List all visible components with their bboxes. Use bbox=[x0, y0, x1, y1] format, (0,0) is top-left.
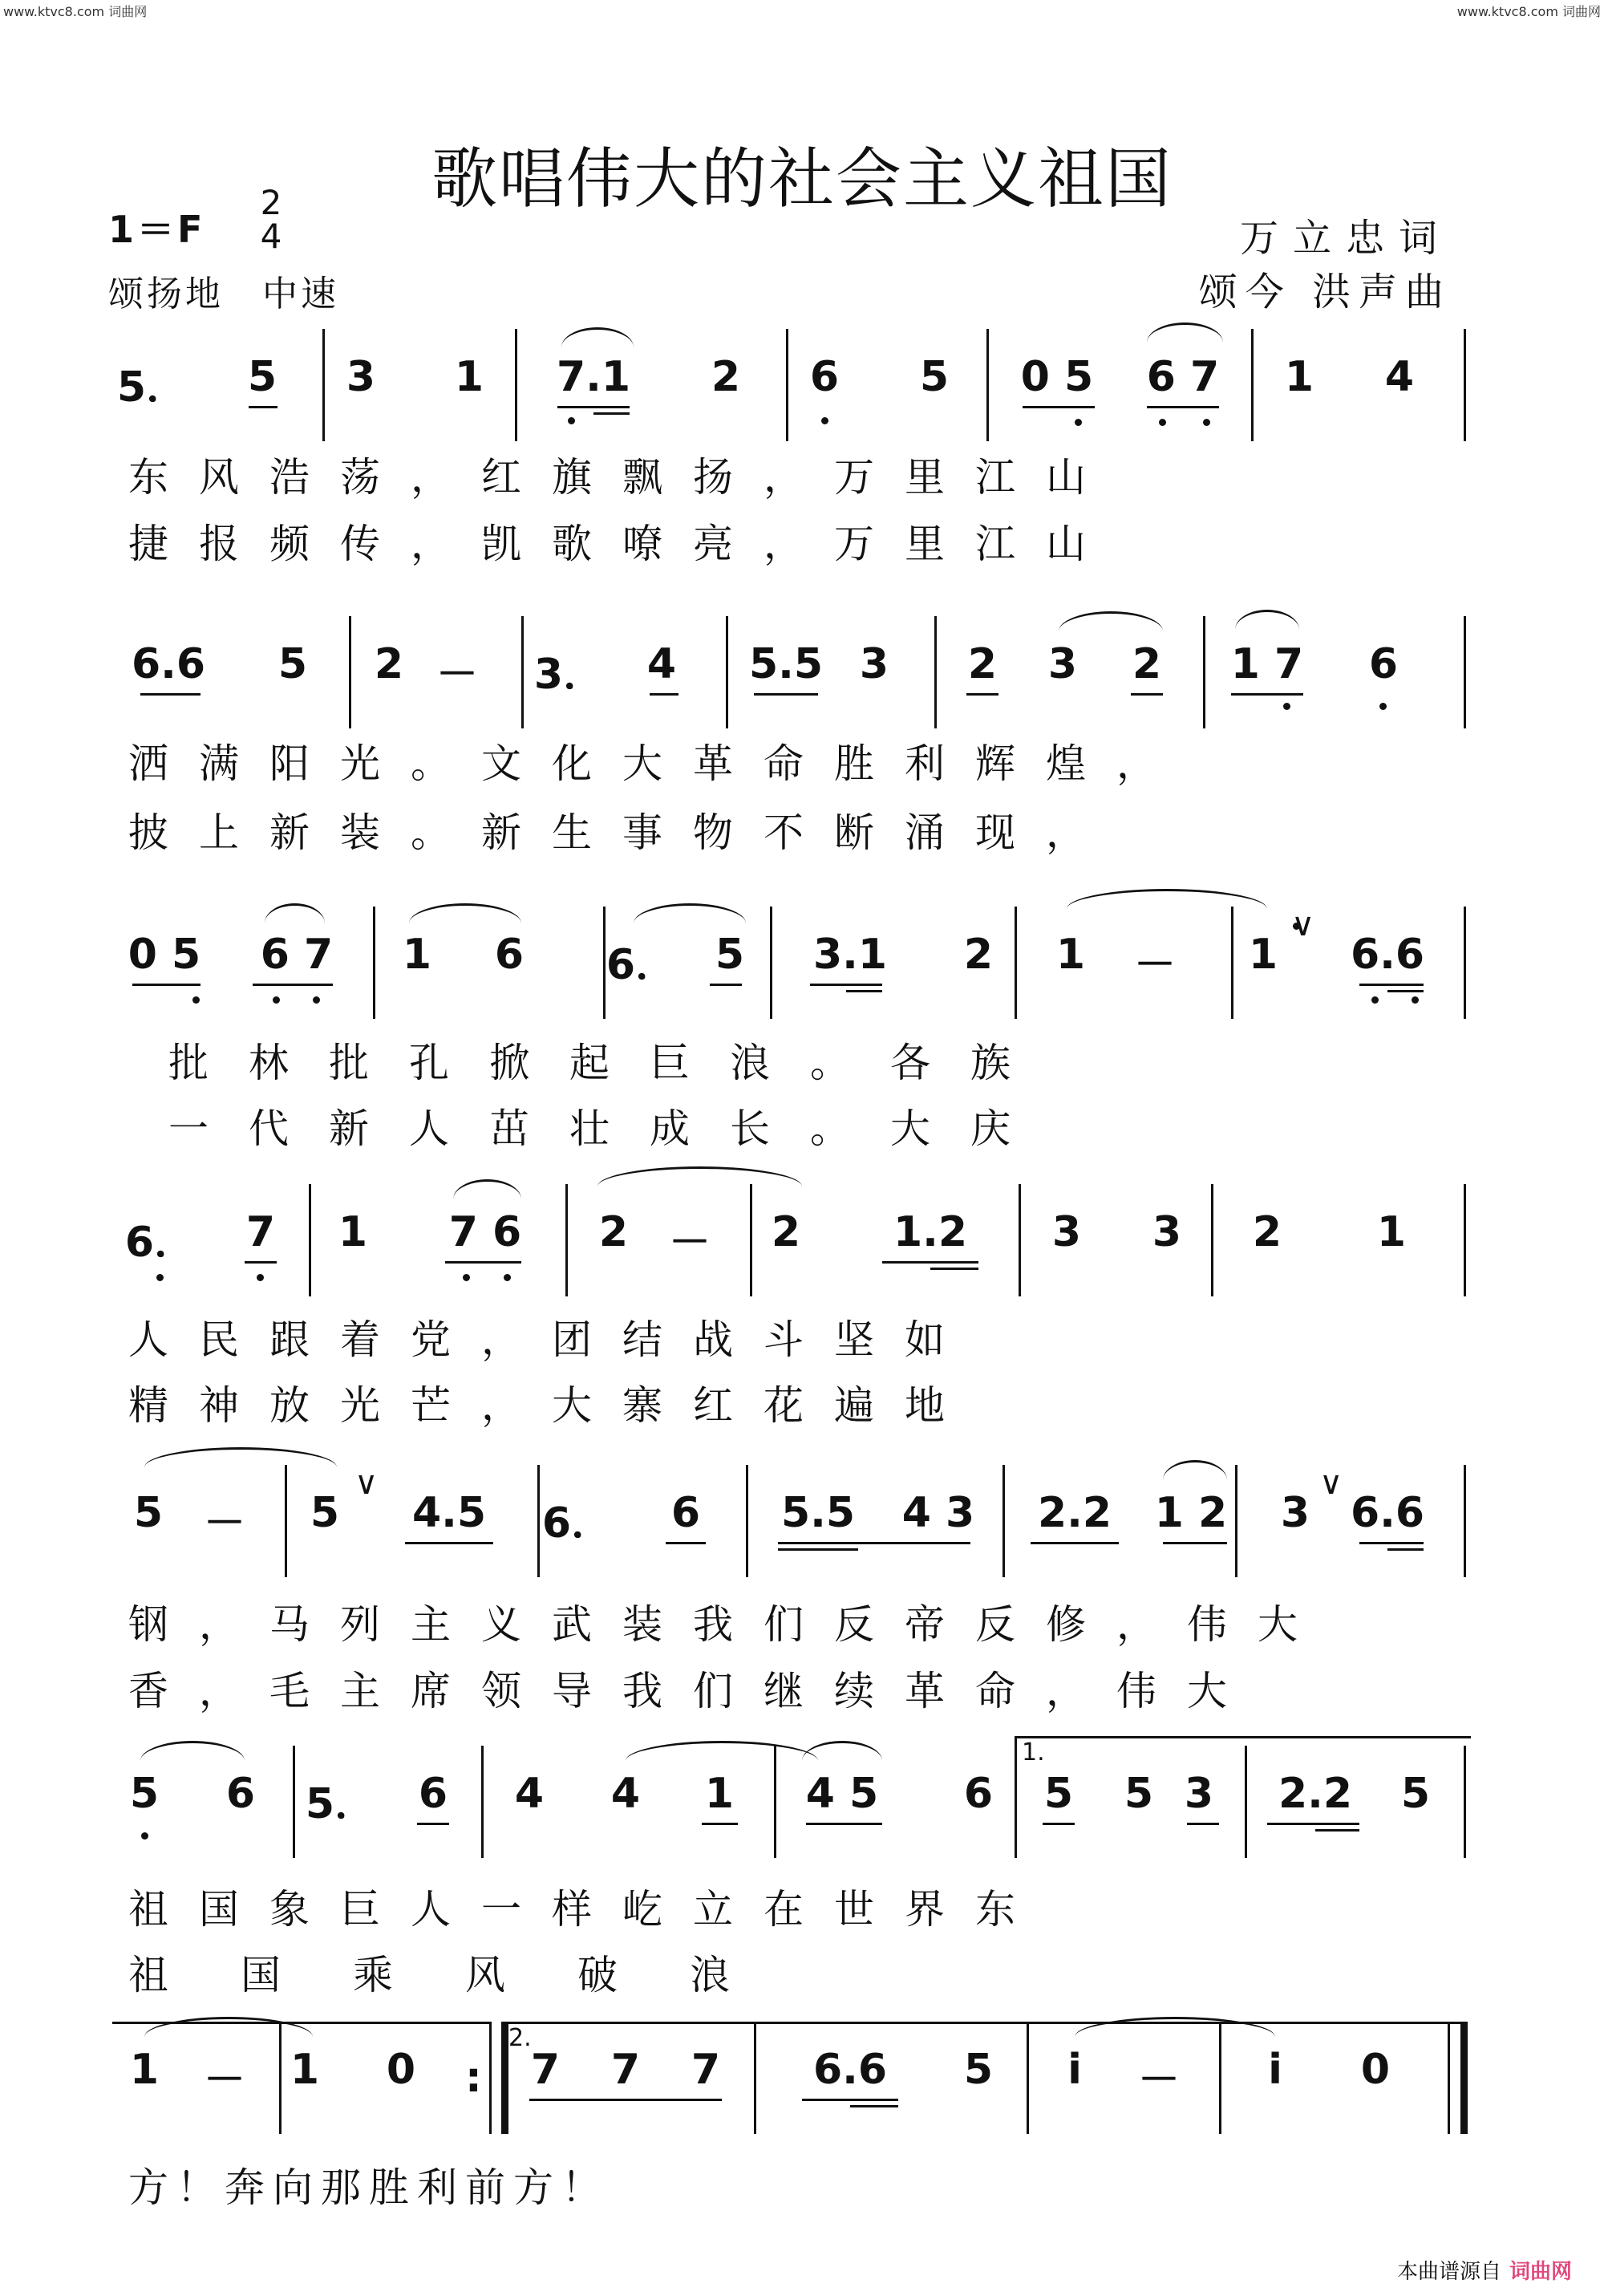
repeat-sign: : bbox=[465, 2054, 482, 2102]
note: 4 bbox=[1384, 353, 1415, 401]
note: 5． bbox=[116, 363, 188, 412]
note: i bbox=[1268, 2046, 1282, 2094]
underline bbox=[702, 1823, 738, 1825]
note: 4 5 bbox=[805, 1770, 879, 1818]
underline bbox=[778, 1542, 970, 1544]
note: 4.5 bbox=[411, 1489, 487, 1537]
low-dot bbox=[1203, 419, 1210, 426]
note: 6 bbox=[809, 353, 840, 401]
slur bbox=[1075, 2017, 1275, 2037]
lyrics-verse-2: 一代新人茁壮成长。大庆 bbox=[168, 1105, 1051, 1152]
note: 7 6 bbox=[448, 1208, 522, 1256]
note: 6 bbox=[670, 1489, 701, 1537]
score-row-6 bbox=[112, 1738, 1468, 1890]
score-row-7 bbox=[112, 2022, 1468, 2166]
underline bbox=[417, 1823, 449, 1825]
low-dot bbox=[1075, 419, 1082, 426]
underline bbox=[1031, 1542, 1119, 1544]
note: 2 bbox=[1252, 1208, 1282, 1256]
slur bbox=[144, 1447, 337, 1467]
lyrics-verse-1: 钢，马列主义武装我们反帝反修，伟大 bbox=[128, 1601, 1328, 1648]
note: 1 bbox=[129, 2046, 160, 2094]
low-dot bbox=[273, 996, 280, 1004]
note: 1 bbox=[402, 931, 432, 979]
note: 4 bbox=[514, 1770, 545, 1818]
underline bbox=[249, 406, 277, 408]
note: 1 bbox=[1055, 931, 1086, 979]
note: 5 bbox=[1400, 1770, 1431, 1818]
underline bbox=[966, 693, 998, 696]
note: 6.6 bbox=[131, 640, 206, 688]
note: 6 bbox=[225, 1770, 256, 1818]
slur bbox=[265, 903, 325, 923]
lyrics-verse-1: 方！奔向那胜利前方！ bbox=[128, 2164, 610, 2211]
note: 6.6 bbox=[1350, 931, 1425, 979]
underline bbox=[445, 1261, 521, 1264]
slur bbox=[1163, 1460, 1227, 1480]
underline bbox=[882, 1261, 978, 1264]
volta-1: 1. bbox=[1015, 1736, 1471, 1763]
underline bbox=[245, 1261, 277, 1264]
lyrics-verse-1: 祖国象巨人一样屹立在世界东 bbox=[128, 1886, 1046, 1933]
note: 6 bbox=[963, 1770, 994, 1818]
note: 4 bbox=[646, 640, 677, 688]
note: 2.2 bbox=[1037, 1489, 1112, 1537]
note: 2 bbox=[711, 353, 741, 401]
low-dot bbox=[313, 996, 320, 1004]
lyrics-verse-2: 香，毛主席领导我们继续革命，伟大 bbox=[128, 1668, 1258, 1714]
slur bbox=[144, 2017, 313, 2037]
watermark-left: www.ktvc8.com 词曲网 bbox=[3, 4, 148, 19]
note: － bbox=[668, 1219, 711, 1267]
underline bbox=[778, 1548, 858, 1551]
note-line bbox=[112, 1208, 1468, 1272]
note: 1 bbox=[704, 1770, 735, 1818]
slur bbox=[1235, 610, 1299, 630]
underline bbox=[253, 984, 333, 986]
note: 5.5 bbox=[780, 1489, 856, 1537]
underline bbox=[754, 693, 818, 696]
underline bbox=[806, 1823, 882, 1825]
underline bbox=[1359, 1542, 1424, 1544]
note: 3 bbox=[1051, 1208, 1082, 1256]
lyrics-verse-1: 东风浩荡，红旗飘扬，万里江山 bbox=[128, 454, 1116, 501]
key-signature: 1＝F bbox=[108, 208, 206, 251]
note: 2 bbox=[1132, 640, 1162, 688]
note: 0 bbox=[1360, 2046, 1391, 2094]
underline bbox=[850, 2105, 898, 2107]
time-signature bbox=[255, 183, 287, 256]
note: 2 bbox=[771, 1208, 801, 1256]
note: 7 bbox=[691, 2046, 721, 2094]
underline bbox=[405, 1542, 493, 1544]
lyrics-verse-2: 精神放光芒，大寨红花遍地 bbox=[128, 1382, 975, 1429]
note: 0 bbox=[386, 2046, 416, 2094]
note: 5 bbox=[1124, 1770, 1154, 1818]
low-dot bbox=[821, 417, 828, 424]
underline bbox=[1359, 984, 1424, 986]
breath-mark: ∨ bbox=[1319, 1465, 1343, 1502]
breath-mark: ∨ bbox=[354, 1465, 379, 1502]
note-line bbox=[112, 353, 1468, 417]
note: 5 bbox=[310, 1489, 340, 1537]
note: － bbox=[1133, 941, 1177, 989]
slur bbox=[634, 903, 746, 923]
note: 1 bbox=[290, 2046, 320, 2094]
note: 6． bbox=[606, 941, 678, 989]
lyrics-verse-2: 披上新装。新生事物不断涌现， bbox=[128, 809, 1116, 856]
note: 3 bbox=[1152, 1208, 1182, 1256]
source-footer bbox=[1397, 2255, 1572, 2285]
note: 3 bbox=[1184, 1770, 1214, 1818]
note: i bbox=[1067, 2046, 1082, 2094]
underline bbox=[557, 406, 630, 408]
slur bbox=[453, 1179, 521, 1199]
underline bbox=[593, 412, 630, 415]
underline bbox=[1315, 1829, 1359, 1832]
underline bbox=[810, 984, 882, 986]
underline bbox=[802, 2099, 898, 2101]
underline bbox=[1387, 990, 1424, 992]
low-dot bbox=[141, 1832, 148, 1840]
note: － bbox=[435, 651, 479, 699]
note: 6． bbox=[124, 1219, 196, 1267]
underline bbox=[1267, 1823, 1359, 1825]
low-dot bbox=[568, 417, 575, 424]
underline bbox=[1387, 1548, 1424, 1551]
lyrics-verse-1: 批林批孔掀起巨浪。各族 bbox=[168, 1040, 1051, 1086]
time-signature-top: 2 bbox=[260, 183, 282, 222]
breath-mark: ∨ bbox=[1291, 907, 1315, 943]
note: 0 5 bbox=[1020, 353, 1094, 401]
note: 2 bbox=[963, 931, 994, 979]
underline bbox=[140, 693, 200, 696]
low-dot bbox=[1283, 703, 1290, 710]
note: 2 bbox=[598, 1208, 629, 1256]
note-line bbox=[112, 2046, 1468, 2110]
note: 4 3 bbox=[901, 1489, 975, 1537]
score-row-4 bbox=[112, 1184, 1468, 1329]
underline bbox=[132, 984, 200, 986]
underline bbox=[1187, 1823, 1219, 1825]
note: 3． bbox=[533, 651, 606, 699]
slur bbox=[802, 1741, 882, 1761]
lyrics-verse-2: 捷报频传，凯歌嘹亮，万里江山 bbox=[128, 521, 1116, 567]
note: 6 7 bbox=[260, 931, 334, 979]
note: 5． bbox=[305, 1780, 377, 1828]
underline bbox=[1131, 693, 1163, 696]
song-title: 歌唱伟大的社会主义祖国 bbox=[431, 141, 1173, 217]
note: 6． bbox=[541, 1499, 614, 1548]
note: 3 bbox=[1047, 640, 1078, 688]
slur bbox=[561, 327, 634, 347]
note: 1 7 bbox=[1230, 640, 1304, 688]
low-dot bbox=[1371, 996, 1379, 1004]
note: － bbox=[203, 2056, 246, 2104]
note: 7 bbox=[245, 1208, 276, 1256]
note: 3 bbox=[859, 640, 889, 688]
note-line bbox=[112, 1770, 1468, 1834]
note: 1 bbox=[338, 1208, 368, 1256]
note: 6 bbox=[418, 1770, 448, 1818]
note: 7 bbox=[610, 2046, 641, 2094]
underline bbox=[666, 1542, 706, 1544]
low-dot bbox=[463, 1274, 470, 1281]
slur bbox=[597, 1166, 802, 1187]
note: 2.2 bbox=[1278, 1770, 1353, 1818]
low-dot bbox=[1412, 996, 1419, 1004]
note: 5 bbox=[919, 353, 950, 401]
volta-2: 2. bbox=[501, 2022, 1467, 2048]
note: 5 bbox=[247, 353, 277, 401]
slur bbox=[1067, 889, 1267, 909]
note: 5 bbox=[277, 640, 308, 688]
lyrics-verse-1: 洒满阳光。文化大革命胜利辉煌， bbox=[128, 740, 1187, 787]
slur bbox=[140, 1741, 245, 1761]
underline bbox=[650, 693, 678, 696]
underline bbox=[710, 984, 742, 986]
underline bbox=[1147, 406, 1219, 408]
tempo-marking: 颂扬地 中速 bbox=[108, 274, 339, 314]
underline bbox=[1163, 1542, 1227, 1544]
underline bbox=[529, 2099, 722, 2101]
footer-brand: 词曲网 bbox=[1509, 2260, 1572, 2284]
slur bbox=[409, 903, 521, 923]
note: 6 bbox=[1368, 640, 1399, 688]
note: － bbox=[1137, 2056, 1181, 2104]
footer-text: 本曲谱源自 bbox=[1396, 2260, 1501, 2284]
note: 3 bbox=[1280, 1489, 1310, 1537]
lyricist-credit: 万立忠词 bbox=[1239, 216, 1452, 261]
note: 3 bbox=[346, 353, 376, 401]
slur bbox=[626, 1741, 818, 1761]
note: 4 bbox=[610, 1770, 641, 1818]
note: 5 bbox=[129, 1770, 160, 1818]
underline bbox=[846, 990, 882, 992]
note: 0 5 bbox=[128, 931, 201, 979]
note: 6.6 bbox=[1350, 1489, 1425, 1537]
note: 2 bbox=[374, 640, 404, 688]
note: 1 bbox=[454, 353, 484, 401]
underline bbox=[1023, 406, 1095, 408]
composer-credit: 颂今 洪声曲 bbox=[1198, 270, 1452, 314]
lyrics-verse-1: 人民跟着党，团结战斗坚如 bbox=[128, 1316, 975, 1363]
note: 5.5 bbox=[748, 640, 824, 688]
watermark-right: www.ktvc8.com 词曲网 bbox=[1456, 4, 1601, 19]
score-row-3 bbox=[112, 907, 1468, 1051]
note: 6.6 bbox=[812, 2046, 888, 2094]
note: 1 bbox=[1248, 931, 1278, 979]
note: 7 bbox=[530, 2046, 561, 2094]
note: 1.2 bbox=[893, 1208, 968, 1256]
note: 7.1 bbox=[556, 353, 631, 401]
low-dot bbox=[1379, 703, 1387, 710]
slur bbox=[1059, 611, 1163, 631]
low-dot bbox=[257, 1274, 264, 1281]
note: 1 bbox=[1376, 1208, 1407, 1256]
note: 5 bbox=[1043, 1770, 1074, 1818]
score-row-5 bbox=[112, 1465, 1468, 1609]
note: 5 bbox=[963, 2046, 994, 2094]
note: 1 bbox=[1284, 353, 1314, 401]
low-dot bbox=[192, 996, 200, 1004]
note: 5 bbox=[715, 931, 745, 979]
lyrics-verse-2: 祖国乘风破浪 bbox=[128, 1952, 802, 1998]
low-dot bbox=[1159, 419, 1166, 426]
underline bbox=[1043, 1823, 1075, 1825]
note: 2 bbox=[967, 640, 998, 688]
time-signature-bottom: 4 bbox=[260, 217, 282, 256]
note: 6 7 bbox=[1146, 353, 1220, 401]
underline bbox=[930, 1268, 978, 1270]
low-dot bbox=[504, 1274, 511, 1281]
slur bbox=[1147, 322, 1223, 343]
note: 5 bbox=[133, 1489, 164, 1537]
underline bbox=[1231, 693, 1303, 696]
low-dot bbox=[156, 1274, 164, 1281]
note: 1 2 bbox=[1154, 1489, 1228, 1537]
note: 6 bbox=[494, 931, 525, 979]
note: － bbox=[203, 1499, 246, 1548]
note: 3.1 bbox=[812, 931, 888, 979]
